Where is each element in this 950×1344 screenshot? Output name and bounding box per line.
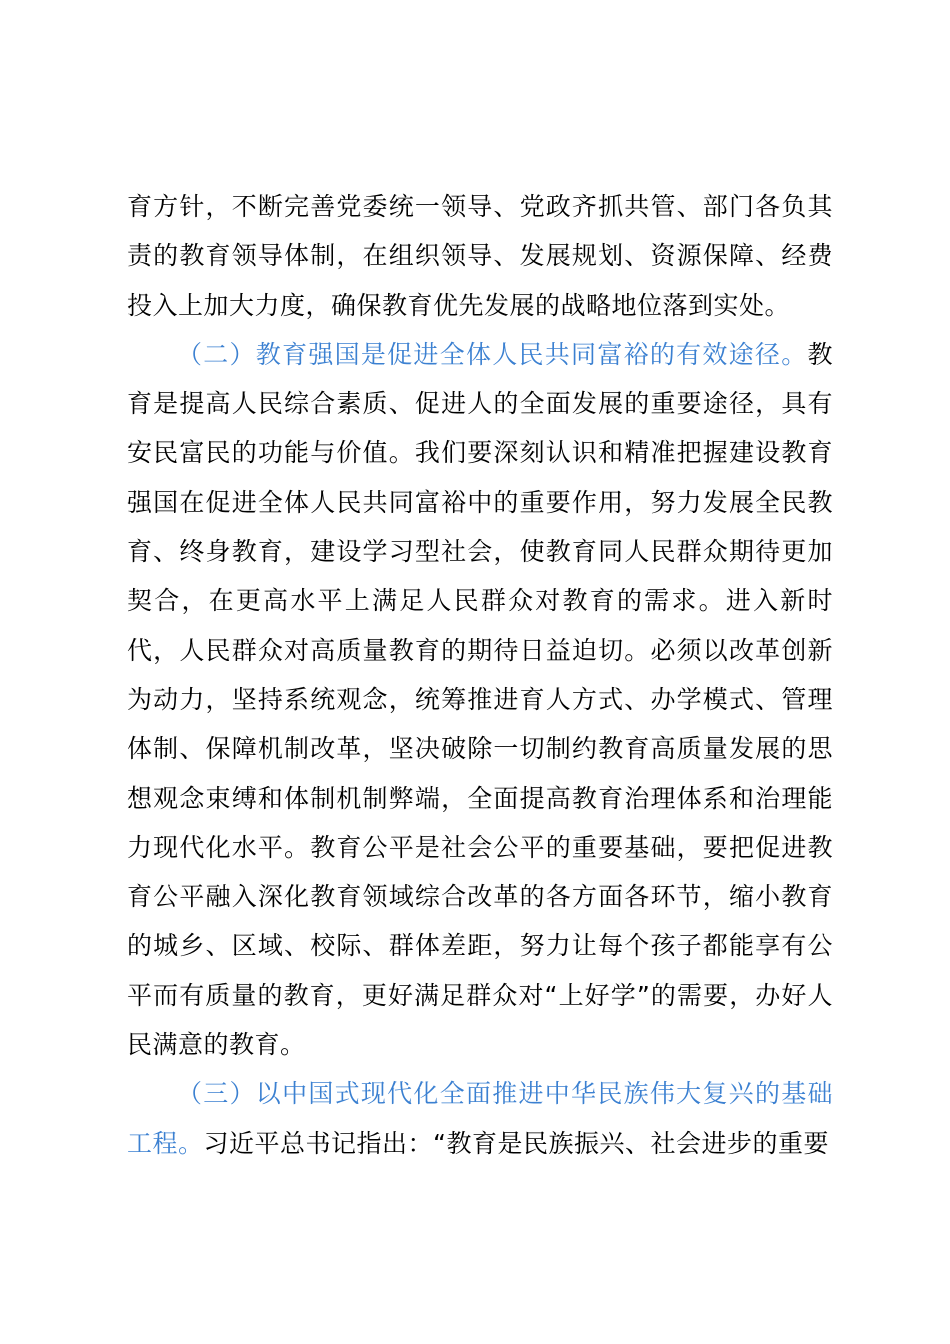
paragraph-2-text: 教育是提高人民综合素质、促进人的全面发展的重要途径，具有安民富民的功能与价值。我们要深刻认识和精准把握建设教育强国在促进全体人民共同富裕中的重要作用，努力发展全民教育、终身教育，建设学习型社会，使教育同人民群众期待更加契合，在更高水平上满足人民群众对教育的需求。进入新时代，人民群众对高质量教育的期待日益迫切。必须以改革创新为动力，坚持系统观念，统筹推进育人方式、办学模式、管理体制、保障机制改革，坚决破除一切制约教育高质量发展的思想观念束缚和体制机制弊端，全面提高教育治理体系和治理能力现代化水平。教育公平是社会公平的重要基础，要把促进教育公平融入深化教育领域综合改革的各方面各环节，缩小教育的城乡、区域、校际、群体差距，努力让每个孩子都能享有公平而有质量的教育，更好满足群众对“上好学”的需要，办好人民满意的教育。 xyxy=(127,339,833,1060)
section-heading-2: （二）教育强国是促进全体人民共同富裕的有效途径。 xyxy=(177,339,808,369)
paragraph-3-text: 习近平总书记指出：“教育是民族振兴、社会进步的重要 xyxy=(203,1128,829,1158)
document-body xyxy=(127,182,833,1168)
paragraph-1-text: 育方针，不断完善党委统一领导、党政齐抓共管、部门各负其责的教育领导体制，在组织领导、发展规划、资源保障、经费投入上加大力度，确保教育优先发展的战略地位落到实处。 xyxy=(127,192,833,320)
paragraph-1 xyxy=(127,182,833,330)
paragraph-2 xyxy=(127,330,833,1069)
section-heading-3: （三）以中国式现代化全面推进中华民族伟大复兴的基础工程。 xyxy=(127,1079,833,1158)
paragraph-3 xyxy=(127,1069,833,1168)
